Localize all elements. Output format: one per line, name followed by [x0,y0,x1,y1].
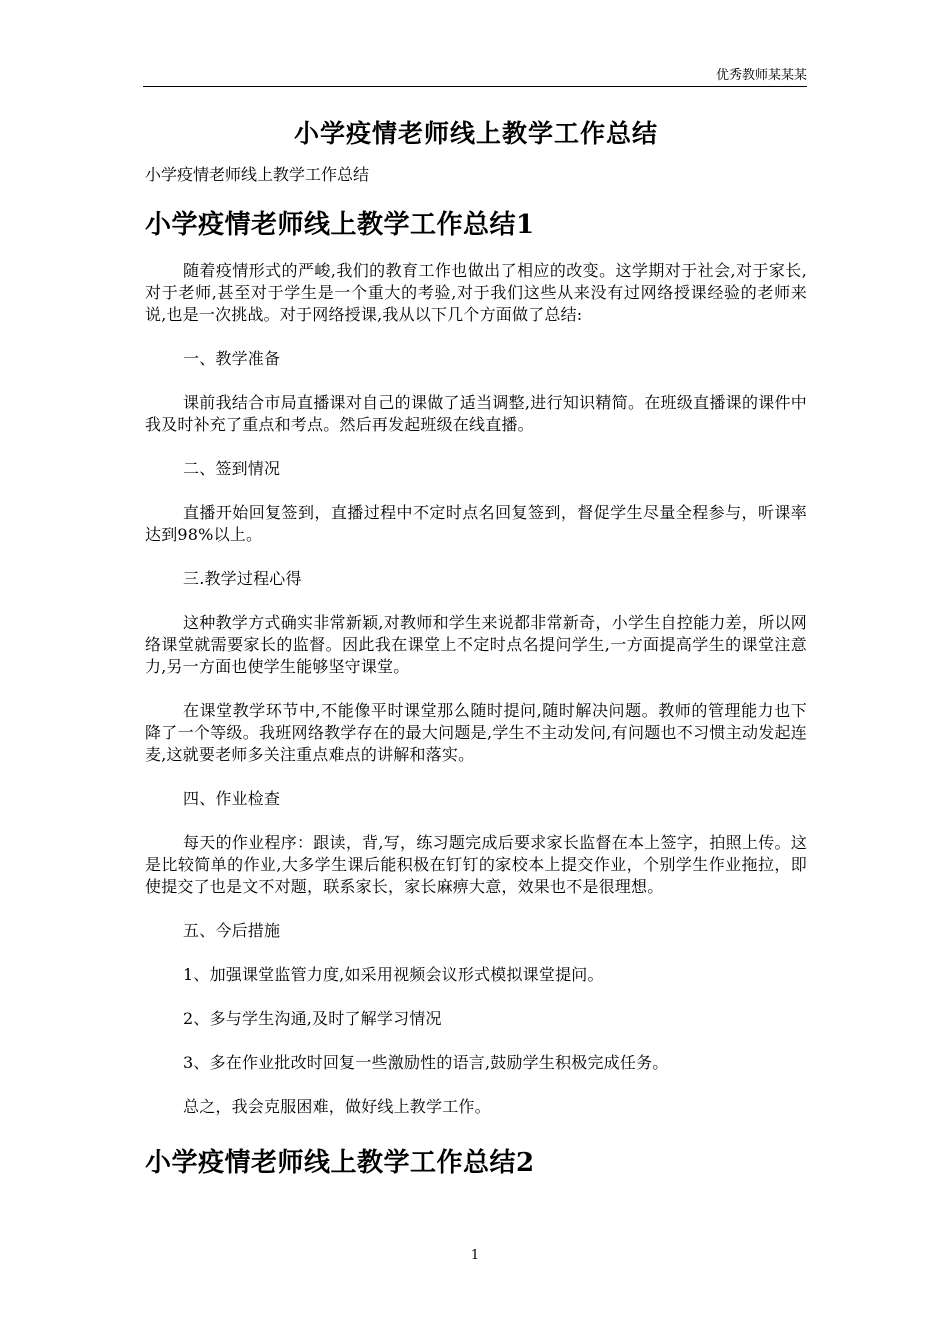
subheading-teaching-process: 三.教学过程心得 [183,569,302,588]
paragraph-sign-in: 直播开始回复签到，直播过程中不定时点名回复签到，督促学生尽量全程参与，听课率达到98%以上。 [145,503,807,544]
page-number: 1 [470,1248,480,1263]
paragraph-teaching-process-1: 这种教学方式确实非常新颖,对教师和学生来说都非常新奇，小学生自控能力差，所以网络课堂就需要家长的监督。因此我在课堂上不定时点名提问学生,一方面提高学生的课堂注意力,另一方面也使学生能够坚守课堂。 [145,613,807,676]
measure-item-1: 1、加强课堂监管力度,如采用视频会议形式模拟课堂提问。 [183,965,604,984]
paragraph-intro: 随着疫情形式的严峻,我们的教育工作也做出了相应的改变。这学期对于社会,对于家长,对于老师,甚至对于学生是一个重大的考验,对于我们这些从来没有过网络授课经验的老师来说,也是一次挑战。对于网络授课,我从以下几个方面做了总结: [145,261,807,324]
header-author: 优秀教师某某某 [715,68,807,83]
measure-item-3: 3、多在作业批改时回复一些激励性的语言,鼓励学生积极完成任务。 [183,1053,669,1072]
subheading-teaching-preparation: 一、教学准备 [183,349,281,368]
paragraph-homework-check: 每天的作业程序：跟读，背,写，练习题完成后要求家长监督在本上签字，拍照上传。这是比较简单的作业,大多学生课后能积极在钉钉的家校本上提交作业，个别学生作业拖拉，即使提交了也是文不对题，联系家长，家长麻痹大意，效果也不是很理想。 [145,833,807,896]
measure-item-2: 2、多与学生沟通,及时了解学习情况 [183,1009,442,1028]
document-subtitle: 小学疫情老师线上教学工作总结 [145,165,370,184]
section-heading-2: 小学疫情老师线上教学工作总结2 [145,1148,535,1178]
section-heading-1: 小学疫情老师线上教学工作总结1 [145,210,535,240]
document-body [145,112,807,1198]
paragraph-preparation: 课前我结合市局直播课对自己的课做了适当调整,进行知识精简。在班级直播课的课件中我及时补充了重点和考点。然后再发起班级在线直播。 [145,393,807,434]
subheading-future-measures: 五、今后措施 [183,921,281,940]
document-title: 小学疫情老师线上教学工作总结 [293,119,658,148]
subheading-homework-check: 四、作业检查 [183,789,281,808]
header-divider [143,86,807,87]
paragraph-teaching-process-2: 在课堂教学环节中,不能像平时课堂那么随时提问,随时解决问题。教师的管理能力也下降了一个等级。我班网络教学存在的最大问题是,学生不主动发问,有问题也不习惯主动发起连麦,这就要老师多关注重点难点的讲解和落实。 [145,701,807,764]
paragraph-conclusion: 总之，我会克服困难，做好线上教学工作。 [183,1097,491,1116]
subheading-sign-in: 二、签到情况 [183,459,281,478]
